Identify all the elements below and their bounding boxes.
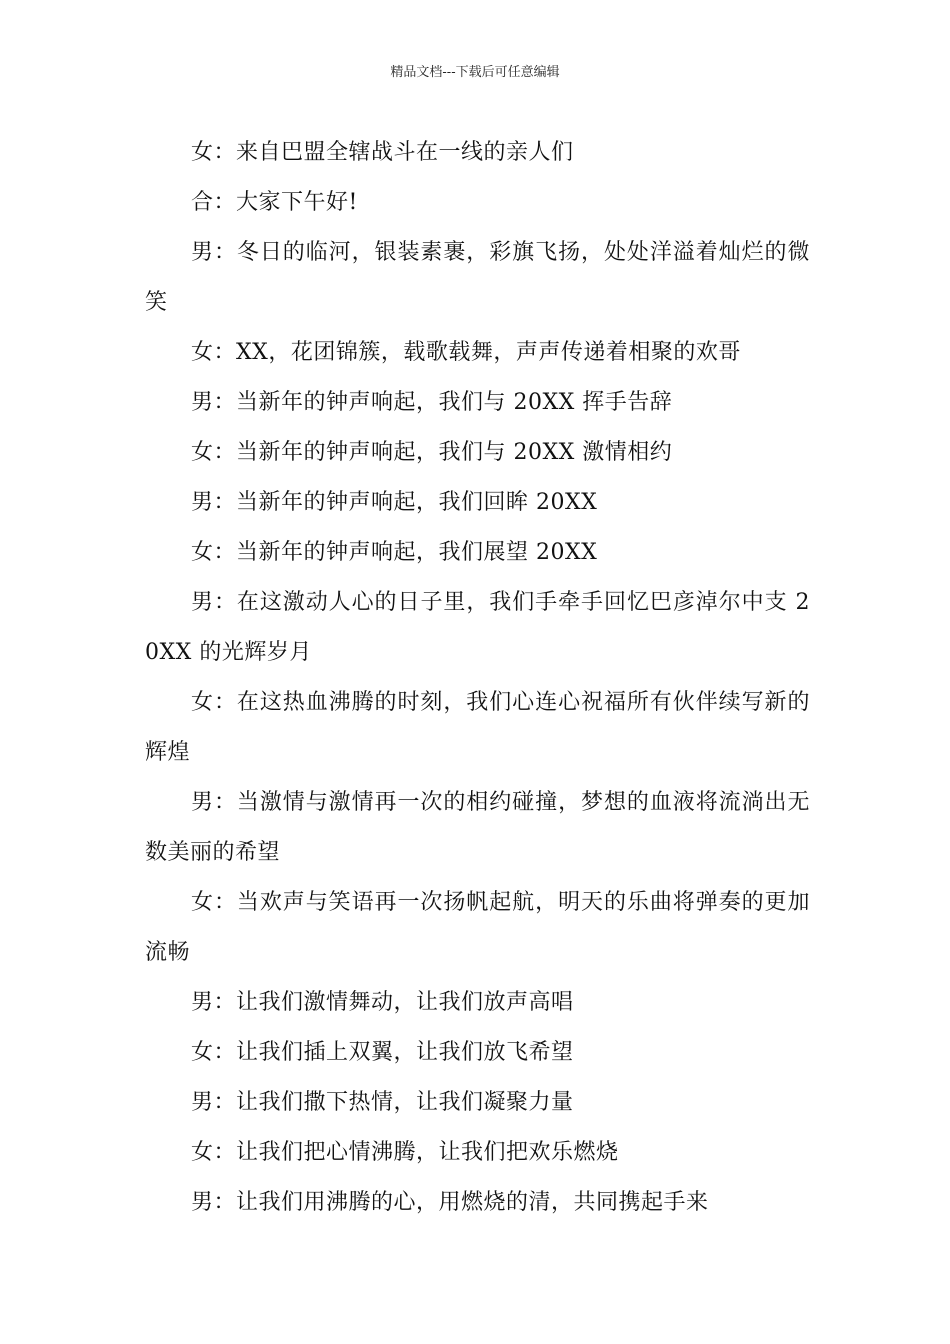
script-line: 女：当新年的钟声响起，我们展望 20XX (191, 540, 598, 565)
script-line: 合：大家下午好! (191, 190, 358, 215)
script-line: 女：来自巴盟全辖战斗在一线的亲人们 (191, 140, 574, 165)
page-header: 精品文档---下载后可任意编辑 (390, 65, 560, 80)
script-line: 男：让我们撒下热情，让我们凝聚力量 (191, 1090, 574, 1115)
script-line: 女：当新年的钟声响起，我们与 20XX 激情相约 (191, 440, 673, 465)
script-body (145, 128, 810, 1228)
script-line: 女：让我们把心情沸腾，让我们把欢乐燃烧 (191, 1140, 619, 1165)
script-line: 男：当新年的钟声响起，我们回眸 20XX (191, 490, 598, 515)
script-line: 男：让我们激情舞动，让我们放声高唱 (191, 990, 574, 1015)
script-line: 女：XX，花团锦簇，载歌载舞，声声传递着相聚的欢哥 (191, 340, 741, 365)
script-line: 女：让我们插上双翼，让我们放飞希望 (191, 1040, 574, 1065)
script-line: 男：冬日的临河，银装素裹，彩旗飞扬，处处洋溢着灿烂的微笑 (145, 240, 810, 315)
script-line: 男：当激情与激情再一次的相约碰撞，梦想的血液将流淌出无数美丽的希望 (145, 790, 810, 865)
script-line: 女：当欢声与笑语再一次扬帆起航，明天的乐曲将弹奏的更加流畅 (145, 890, 810, 965)
script-line: 男：让我们用沸腾的心，用燃烧的清，共同携起手来 (191, 1190, 709, 1215)
script-line: 女：在这热血沸腾的时刻，我们心连心祝福所有伙伴续写新的辉煌 (145, 690, 810, 765)
script-line: 男：当新年的钟声响起，我们与 20XX 挥手告辞 (191, 390, 673, 415)
script-line: 男：在这激动人心的日子里，我们手牵手回忆巴彦淖尔中支 20XX 的光辉岁月 (145, 590, 810, 665)
